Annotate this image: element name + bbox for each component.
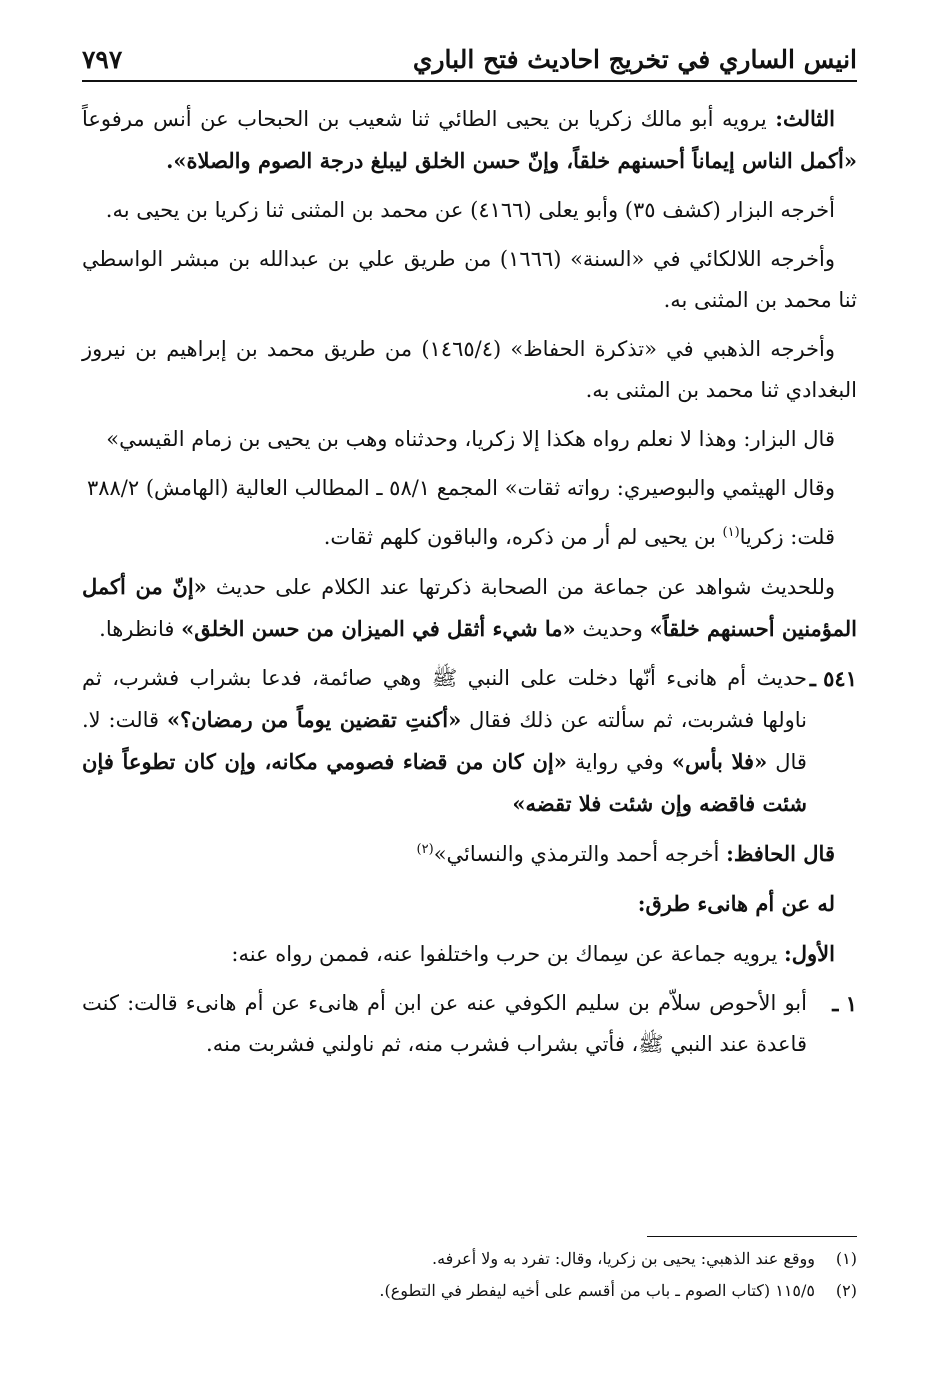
item-number: ١ ـ: [832, 991, 857, 1016]
paragraph-first-route: [82, 933, 857, 975]
paragraph-lalakai-takhrij: وأخرجه اللالكائي في «السنة» (١٦٦٦) من طريق علي بن عبدالله بن مبشر الواسطي ثنا محمد بن المثنى به.: [82, 247, 857, 312]
item-text: أبو الأحوص سلاّم بن سليم الكوفي عنه عن ابن أم هانىء عن أم هانىء قالت: كنت قاعدة عند النبي ﷺ، فأتي بشراب فشرب منه، ثم ناولني فشربت منه.: [82, 991, 807, 1056]
paragraph-bazzar-comment: قال البزار: وهذا لا نعلم رواه هكذا إلا زكريا، وحدثناه وهب بن يحيى بن زمام القيسي»: [106, 427, 835, 451]
hadith-quote: «إنّ من أكمل المؤمنين أحسنهم خلقاً»: [82, 574, 857, 641]
hadith-quote: «إن كان من قضاء فصومي مكانه، وإن كان تطوعاً فإن شئت فاقضه وإن شئت فلا تقضه»: [82, 749, 807, 816]
text: قالت: لا. قال: [82, 708, 807, 774]
paragraph-bazzar-takhrij: أخرجه البزار (كشف ٣٥) وأبو يعلى (٤١٦٦) عن محمد بن المثنى ثنا زكريا بن يحيى به.: [105, 198, 835, 222]
paragraph-dhahabi-takhrij: وأخرجه الذهبي في «تذكرة الحفاظ» (١٤٦٥/٤) من طريق محمد بن إبراهيم بن نيروز البغدادي ثنا محمد بن المثنى به.: [82, 337, 857, 402]
hadith-quote: «أكمل الناس إيماناً أحسنهم خلقاً، وإنّ حسن الخلق ليبلغ درجة الصوم والصلاة».: [166, 148, 857, 173]
text: وحديث: [582, 617, 643, 641]
hadith-quote: «ما شيء أثقل في الميزان من حسن الخلق»: [181, 616, 576, 641]
footnote-1: [82, 1243, 857, 1275]
running-header: [82, 36, 857, 82]
running-title: انيس الساري في تخريج احاديث فتح الباري: [412, 45, 857, 74]
footnote-text: ١١٥/٥ (كتاب الصوم ـ باب من أقسم على أخيه ليفطر في التطوع).: [379, 1281, 815, 1300]
paragraph-author-note: [82, 517, 857, 558]
page-number: ٧٩٧: [82, 45, 123, 74]
text: يرويه أبو مالك زكريا بن يحيى الطائي ثنا شعيب بن الحبحاب عن أنس مرفوعاً: [82, 107, 767, 131]
footnote-divider: [647, 1236, 857, 1237]
paragraph-turuq-heading: [82, 883, 857, 925]
text: وللحديث شواهد عن جماعة من الصحابة ذكرتها عند الكلام على حديث: [215, 575, 835, 599]
section-label: قال الحافظ:: [726, 841, 835, 866]
footnote-number: (٢): [835, 1281, 857, 1300]
text: فانظرها.: [99, 617, 175, 641]
paragraph-haythami-comment: وقال الهيثمي والبوصيري: رواته ثقات» المجمع ٥٨/١ ـ المطالب العالية (الهامش) ٣٨٨/٢: [86, 476, 835, 500]
hadith-quote: «فلا بأس»: [671, 749, 768, 774]
text: وفي رواية: [574, 750, 664, 774]
footnote-ref-2[interactable]: (٢): [416, 842, 434, 857]
section-label: الثالث:: [775, 106, 835, 131]
text: قلت: زكريا: [739, 525, 835, 549]
section-label: الأول:: [784, 941, 835, 966]
hadith-quote: «أكنتِ تقضين يوماً من رمضان؟»: [166, 707, 462, 732]
footnote-ref-1[interactable]: (١): [722, 525, 740, 540]
subheading: له عن أم هانىء طرق:: [637, 891, 835, 916]
narrator-item-1: [82, 983, 857, 1065]
footnote-2: [82, 1275, 857, 1307]
paragraph-third-route: [82, 98, 857, 182]
paragraph-hafiz: [82, 833, 857, 875]
text: أخرجه أحمد والترمذي والنسائي»: [433, 842, 720, 866]
hadith-text: [82, 658, 807, 825]
footnote-text: ووقع عند الذهبي: يحيى بن زكريا، وقال: تفرد به ولا أعرفه.: [432, 1249, 815, 1268]
footnotes: [82, 1236, 857, 1307]
footnote-number: (١): [835, 1249, 857, 1268]
text: حديث أم هانىء أنّها دخلت على النبي ﷺ وهي صائمة، فدعا بشراب فشرب، ثم ناولها فشربت، ثم سألته عن ذلك فقال: [82, 666, 807, 732]
paragraph-shawahid: [82, 566, 857, 650]
main-text: [82, 98, 857, 1073]
hadith-number: ٥٤١ ـ: [809, 666, 857, 691]
text: بن يحيى لم أر من ذكره، والباقون كلهم ثقات.: [323, 525, 716, 549]
hadith-541: [82, 658, 857, 825]
text: يرويه جماعة عن سِماك بن حرب واختلفوا عنه، فممن رواه عنه:: [231, 942, 778, 966]
